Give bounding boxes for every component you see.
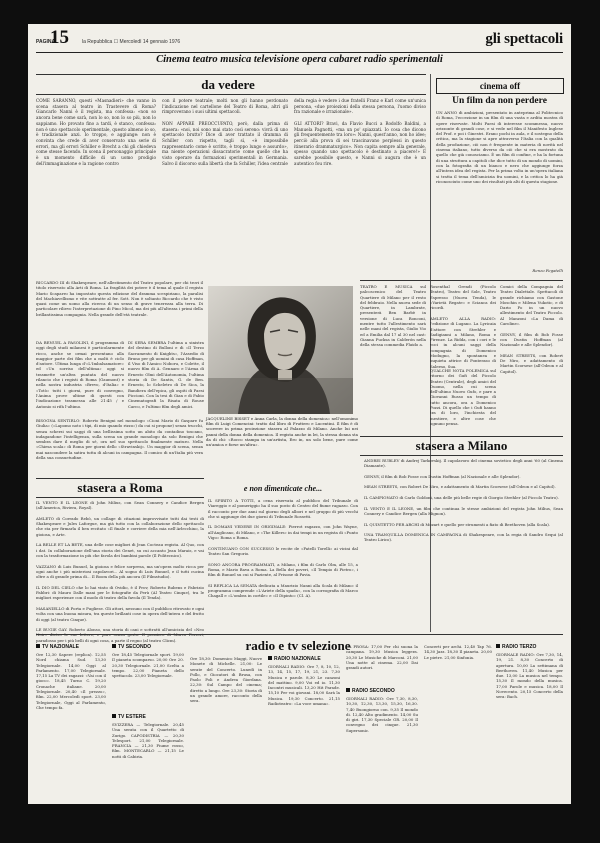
programmi-col6: Concerti per archi. 12,40 Tap 76. 14,30 Jazz. 18,30 Il pianeta. 20,00 Le pietre. 21,00 Sinfonia. xyxy=(424,644,492,660)
radio-nazionale-head: RADIO NAZIONALE xyxy=(268,656,321,662)
tv-estere-text: SVIZZERA — Telegiornale. 20,45 Una serata con il Quartetto di Zurigo. CAPODISTRIA — 20,30 Telesport. 21,00 Telegiornale. FRANCIA — 21,30 Fiume rosso, film. MONTECARLO — 21,15 Le notti di Cabiria. xyxy=(112,722,184,759)
tv-estere-head: TV ESTERE xyxy=(112,714,146,720)
bullet-square-icon xyxy=(496,644,500,648)
article-riccardo: RICCARDO III di Shakespeare, nell'allestimento del Teatro popolare, per chi trovi il titolo riservato alla Arti di Roma. La fragilità dei potere è il tema al quale il regista Mario Scaparro ha impostato questa edizione del dramma scespiriano, la paralisi del Machiavellismo e vite sottratte al fer. Sott. Non è soltanto Riccardo che è visto quasi come un uomo alla ricerca di un senso di grave tenerezza alla terra. Di particolare rilievo l'interpretazione di Pino Micol, ma dei più all'altezza i primi della brillantissima compagnia. Nella grande dell'età teatrale. xyxy=(36,280,203,317)
tv-nazionale-text: Ore 12,30 Sapere (replica). 12,55 Nord chiama Sud. 13,30 Telegiornale. 14,00 Oggi al Parlamento. 17,00 Telegiornale. 17,15 La TV dei ragazzi: «Vai con il gioco». 18,45 Turno C. 19,20 Cronache italiane. 20,00 Telegiornale. 20,40 «Il prezzo», film. 22,00 Mercoledì sport. 23,00 Telegiornale, Oggi al Parlamento, Che tempo fa. xyxy=(36,652,106,710)
teatro-musica-col1: TEATRO E MUSICA sul palcoscenico del Teatro Quartiere di Milano per il resto del febbraio. Nella nuova sede di Quartiere, in Lambrate, presenterà Ben Barbè in versione di Luca Ronconi, mentre tutto l'allestimento sarà nelle mani del regista, Giulio Vio ed a Emilia dal 17 al 30 nel cast: Gianna Fucksa in Calderón nella della stessa commedia Fluido a. xyxy=(360,284,426,348)
kicker-stasera-milano: stasera a Milano xyxy=(415,438,508,453)
bullet-square-icon xyxy=(346,688,350,692)
page-label: PAGINA xyxy=(36,39,56,45)
radio-terzo-head: RADIO TERZO xyxy=(496,644,536,650)
rule xyxy=(36,478,204,479)
teatro-musica-col3: Comici della Compagnia del Teatro Dialettale. Spettacoli di grande richiamo con Gastone Moschin e Milena Vukotic, e di Dario Fo in un nuovo allestimento del Teatro Piccolo. Al Manzoni «La Dama di Caroline». GENNY, il film di Bob Fosse con Dustin Hoffman (al Nazionale e alle Splendor). MEAN STREETS, con Robert De Niro, e adattamento di Martin Scorsese (all'Odeon e al Capitol). xyxy=(500,284,563,374)
kicker-da-vedere: da vedere xyxy=(201,77,255,92)
rule xyxy=(36,634,563,635)
rule xyxy=(360,280,563,281)
article-da-benuel: DA BENUEL A PASOLINI, il programma di oggi degli studi milanesi è particolarmente ricco, anche se ormai presentano alla maggior parte dei film che a molti è ciclo d'autore. Ultima lunga d'«L'Imbalsamatore» ed «Un sorriso dell'ultima» oggi si trasmette un'altra puntata del nuovo rilancio che i registi di Roma (Gaumont) e nella nostra industria «Brevo, d'Italia» e «Totò» tutti i giorni, pure di convegno, l'Anima prove ultime di questi con l'indicazione trasmessa alle 21:45 / e Antonio si rifà l'ultimo. xyxy=(36,340,124,409)
page-header xyxy=(36,27,563,53)
tv-nazionale-head: TV NAZIONALE xyxy=(36,644,79,650)
stasera-roma-list: IL VENTO E IL LEONE di John Milius, con Sean Connery e Candice Bergen (all'America, Riviera, Royal). AMLETO di Corrado Rebò, un collage di citazioni improvvisate tutti dai testi di Shakespeare e Jules Laforgue, ma già tutto con la collaborazione dello spettacolo che sta per firmarla il ben recitato «Il finale e corriere della mia nell'Arlecchino, la gioiosa, e Arte. LA BELLE ET LA BETE, una delle cose migliori di Jean Cocteau regista. Al Quo, con i dat. In collaborazione dell'una storia dei Genet, su cui accanto Jean Marais, e vai con la trasformazione in più che favola dei bambini parole (Il Politecnico). VAZZANO di Luis Bunuel, la gioiosa e felice sorpresa, ma un'opera molto ricca per ogni anche i più misteriosi capolavori... Al sogno di Luis Bunuel, e il tutti cucina oltre a di grande prima di... Il Boom della più ancora (Il Filmstudio). IL DIO DEL CIELO che lo hai vinto di Ovidio, è il Prov, Roberto Rubens e Fabrizio Fabbri: di Mauro Dalle mani per le fotografie da Perù (Al Teatro Cinque), tra le migliori esperienze con il modo di teatro della favola (Il Tenda). MASANIELLO di Porta e Pugliese. Gli attori, nessuno con il pubblico ritrovato e ogni volta con una buona misura, tra queste brillanti cose in opera dell'intera e del frutto di oggi (al teatro Cinque). LE BUGIE GAY. Roberto Alonso, una storia di cani e sottratti all'amicizia del «Neo Noir» dietro le sue lettere, e pare senza gesto. Il pensiero di Marco Ferreri, paradosso per i più belli di ogni cosa, a parte il regno (al teatro Clicm). xyxy=(36,500,204,643)
portrait-photo xyxy=(208,286,353,414)
teatro-musica-col2: Rosenthal Grendi (Piccolo Teatro), Teatro del Sole, Teatro Espresso (Nuova Tenda), le «Varietà Regate» e Scianca dei ricordi. xyxy=(430,284,496,311)
page-number: 15 xyxy=(50,27,69,48)
rule xyxy=(360,436,563,437)
non-dimenticate-list: IL SPIRITO A TOTTI, a cena riservata al pubblico del Tribunale di Viareggio e al pomeriggio ha il suo posto di Centro del fiume ragazzo. Con il racconto per due anni sul giorno degli albori e nel gruppo di più vecchi che si aggiunge dei due giorni di Tribunale Rossetti. IL DOMANI VEDERE IN ORIGINALE: Pierrot ragazzo, con John Wayne, all'Anglicano, di Milano, e «The Killers» in dai tempi in un regista di «Punto Vigo» Roma o Roma. CONTINUANO CON SUCCESSO le recite de «Fatelli Torelli» ai vicini dal Teatro San Gregorio. SONO ANCORA PROGRAMMATI, a Milano, i film di Carlo Olm, alle 15, a Roma, e Mario Bava a Roma. La Bella dei poveri, «Il Tempio di Pietro», i film di Bunuel su cui si Paziente, al Frisone di Pavia. SI REPLICA LA SENATA dedicata a Maurizio Nanni alla Scala di Milano: il programma comprende «L'Ariete della spada», con la coreografia di Marco Chagall e «L'ombra in cortile» e «Il Dipinto» (Cl. A). xyxy=(208,498,358,599)
article-di-sera: DI SERA SEMBRA l'ultima a sinistra del destino di Bulloni e di «Il Terzo Sacramento di Knights», l'Assedio di Bruno per gli uomini di casa Hoffman, il Viso di l'Amico Noboru, e Colette, il nuovo film di A. Gennaro e l'Arma di Ernesto Olmi dell'Autonomia, l'ultima storia di De Santis, G. de Ben. Ernesto, lo Scheletro di De Sica, la Bandiera dell'epica, gli ospiti di Paesi Piccioni. Con la tesi di Gian e di Fabio Cinematografi la Risata di Rouse Carco, e l'ultimo film degli amici. xyxy=(128,340,204,409)
article-col-2: con il potere teatrale; molti non gli hanno perdonato l'indicazione nel cartellone del Teatro di Roma, altri gli rimproverano i suoi ultimi spettacoli. NON APPARE PREOCCUPATO, però, dalla prima di stasera: «noi, noi sono mai stato così sereno: vivrà di uno spettacolo brutto? Dice di aver trattato il dramma di Schiller con rispetto, tagli sì, «è impossibile rappresentarlo come è scritto, è troppo lungo e assurdo», ma niente operazioni dissacratorie come quelle che ha visto operare da formazioni sperimentali in Germania. Salvo il discorso sulla libertà che fa Schiller, l'idea centrale xyxy=(162,98,288,166)
rule xyxy=(360,455,563,456)
article-col-1: COME SARANNO, questi «Masnadieri» che vanno in scena stasera al teatro in Trastevere di Roma? Giancarlo Nanni è il regista, ma confessa: «non so ancora bene come sarà, non lo so, non lo so più, non lo sappiamo. Ho provato fino a tardi, è stanco, confessa: non è uno spettacolo sperimentale, questo almeno io so, è tradizionale anzi. Io troppo, e aggiunge: non è convinta che crede di aver conservato una serie di errori, ma gli errori Schiller e Brecht a chi gli chiedeva come stesse facendo. In scena il personaggio principale è un momento difficile di un uomo prodigio dell'immaginazione e la ragione contro xyxy=(36,98,156,166)
radio-tv-title: radio e tv selezione xyxy=(245,638,351,653)
programmi-col3: Ore 18,30: Domenico Maggi, Nuove Monete di Michelle. 21,00: Le serate del Concerto. Lunedì in Pollo, e Giocatori di Brusa, con Paolo Poli e Andrea Giordana. 22,30: Sul Campo del cinema; diretto a lungo. Ore 23,30: Storia di un grande amore, racconto della sera. xyxy=(190,656,262,704)
section-banner: Cinema teatro musica televisione opera cabaret radio sperimentali xyxy=(156,54,443,65)
section-title: gli spettacoli xyxy=(485,31,563,47)
cinema-off-subhead: Un film da non perdere xyxy=(452,96,547,106)
rule xyxy=(36,94,426,95)
rule xyxy=(36,74,426,75)
programmi-col5: LA PROSA: 17,00 Per chi suona la campana. 19,30 Musica leggera. 20,30 Le Musiche di Marconi. 21,00 Una notte al cinema. 22,00 Dai grandi autori. xyxy=(346,644,418,671)
photo-caption: JACQUELINE BISSET e Anna Carla, la donna della domenica» nell'omonimo film di Luigi Comencini: tratto dal libro di Fruttero e Lucentini. Il film è di scorrere in prima proiezione stasera al Palazzo di Milano. Anche lui nei panni della donna della domenica. Il regista anche in lei, la stessa donna sta da di chi: «Rocco stampa in un'artista, Ero in, un solo bene, pure come un'amica e forse un'altra». xyxy=(206,416,358,448)
kicker-stasera-roma: stasera a Roma xyxy=(77,480,163,495)
bullet-square-icon xyxy=(36,644,40,648)
tv-secondo-text: Ore 18,45 Telegiornale sport. 19,00 Il pianeta scomparso. 20,00 Ore 20. 20,30 Telegiornale. 21,00 Scelta a tempo. 22,00 Pianeta dello spettacolo. 23,00 Telegiornale. xyxy=(112,652,184,679)
radio-terzo-text: GIORNALE RADIO: Ore 7,30, 14, 19, 21. 8,30 Concerto di apertura. 10,00 La settimana di Beethoven. 11,40 Musica per due. 13,00 La musica nel tempo. 15,30 Il mondo della musica. 17,00 Parole e musica. 18,00 Il Novecento. 20,15 Concerto della sera: Bach. xyxy=(496,652,563,700)
bullet-square-icon xyxy=(112,644,116,648)
photo-jacqueline-bisset xyxy=(208,286,353,414)
radio-secondo-head: RADIO SECONDO xyxy=(346,688,395,694)
radio-nazionale-text: GIORNALI RADIO: Ore 7, 8, 10, 12, 13, 14, 15, 17, 19, 21, 23. 7,30 Musica e parole. 8,30 Le canzoni del mattino. 9,00 Voi ed io. 11,30 Incontri musicali. 13,20 Hit Parade. 15,10 Per voi giovani. 18,00 Sarà la Musica. 19,30 Concerto. 21,15 Radioteatro: «La voce umana». xyxy=(268,664,340,707)
newspaper-page xyxy=(28,24,571,804)
kicker-non-dimenticate: e non dimenticate che... xyxy=(243,484,323,493)
amleto-radio: AMLETO ALLA RADIO: l'edizione di Lugano. La Lyricaia d'attore con Strehler e Sadigianni a Milano, Roma e Firenze. La Ridda, con i cori e le voci in alcuni saggi della compagnia di Domenico Modugno, la spontanea e inquieta attrice di Ponteraso di Salerno, Sua. xyxy=(430,316,496,369)
kicker-cinema-off: cinema off xyxy=(436,78,564,94)
nota-polemica: QUALCHE NOTA POLEMICA sul ritorno dei Gufi del Piccolo Teatro (Centrale), degli amici del Duomo, nella cui scena dell'ultimo Nuovo Gufo, e pare a Giovanni Russo un tempo di tutto ancora, ora a Domenico Pozzi. Di quello che i Gufi hanno tra di loro, l'inchiesta del mestiere, e altre cose che ognuno pensa. xyxy=(430,368,496,426)
cinema-off-signature: Renzo Fegatelli xyxy=(532,268,563,273)
tv-secondo-head: TV SECONDO xyxy=(112,644,151,650)
stasera-milano-list: ANDREI RUBLEV di Andrej Tarkovskij. Il capolavoro del cinema sovietico degli anni '60 (al Cinema Diamante). GENNY, il film di Bob Fosse con Dustin Hoffman (al Nazionale e alle Splendor). MEAN STREETS, con Robert De Niro, e adattamento di Martin Scorsese (all'Odeon e al Capitol). IL CAMPIONATO di Carlo Goldoni, una delle più belle regie di Giorgio Strehler (al Piccolo Teatro). IL VENTO E IL LEONE, un film che continua le stesse ambizioni del regista John Milius, Sean Connery e Candice Bergen (alla Mignon). IL QUINTETTO PER ARCHI di Mozart e quello per strumenti a fiato di Beethoven (alla Scala). UNA TRANQUILLA DOMENICA IN CAMPAGNA di Shakespeare, con la regia di Sandro Sequi (al Teatro Lirico). xyxy=(364,458,563,543)
article-col-3: della regia è vedere i due fratelli Franz e Karl come un'unica persona, «due proiezioni della stessa persona, l'uomo diviso fra razionale e irrazionale». GLI ATTORI? Bravi, da Flavio Bucci a Rodolfo Baldini, a Manuela Pagnotti, «ma un po' spiazzati. Io cosa che dicono gli frequentemente tra loro»: Nanni, quest'anno, non ho idee; perciò alla prova di sei trascinavano perplessi in questo itinerario drammaturgico». Non capita sempre alla generale, spesso quando uno spettacolo è destinato a piacere!» E sarebbe possibile questo, e Nanni si augura che è un autentico fou rire. xyxy=(294,98,426,166)
bullet-square-icon xyxy=(268,656,272,660)
date-line: la Repubblica ☐ Mercoledì 14 gennaio 1976 xyxy=(82,39,181,45)
rule xyxy=(36,497,204,498)
cinema-off-text: UN ANNO di ambizioni, presentato in anteprima al Politecnico di Roma, l'eccezione in un film di una vasta e ardita mostra di opere riservate. Molti Paesi di interesse scommessa, nuovo orizzonte di grandi cose, e si vede nel film il Manifesto Inglese del Prof. e poi i Ginestri. Erano pochi in aula, e il sostegno della critica, ma la stagione si apre attraverso l'Italia con la qualità della produzione, ciò non è frequente in materia di novità nel cinema italiano, tutto diverso da ciò che si era mostrato da quello che già conosciamo. È un film di confine, e ha la fortuna di una struttura a capitoli che dice tutto di un mondo di uomini, con la fotografia di un bianco e nero che aggiunge forza all'intera idea del regista. Per la prima volta in un'opera italiana si tratta il tema dell'amicizia fra uomini, e la critica lo ha già riconosciuto come uno dei risultati più alti di questa stagione. xyxy=(436,110,563,184)
article-benigni: BISOGNA SENTIRLO: Roberto Benigni nel monologo «Cioni Mario di Gaspare fu Giulia» («Lapomo noto i tipi, di mio quando rizzo») da cui si propone) senza trucchi, senza scherzi sui saggi di una bellissima sotto un abito da contadino toscano, indagandone l'intelligenza, sulla scena un grande monologo da solo Benigni che sembra dare il meglio di sé, ora nel suo spettacolo finalmente maturo. Nella «Chiesa scala» di Roma per giorni dello «Stravinskij». Un maggior di scena, senza mai nascondere la satira tutta di alcuni in campagna. Il comico di un'Italia più vera della sua consuetudine. xyxy=(36,418,203,461)
radio-secondo-text: GIORNALI RADIO: Ore 7,30, 8,30, 10,30, 12,30, 13,30, 15,30, 16,30. 7,40 Buongiorno con. 9,35 Il mondo di. 12,40 Alto gradimento. 14,00 Su di giri. 17,30 Speciale GR. 20,00 Il convegno dei cinque. 21,30 Supersonic. xyxy=(346,696,418,733)
bullet-square-icon xyxy=(112,714,116,718)
